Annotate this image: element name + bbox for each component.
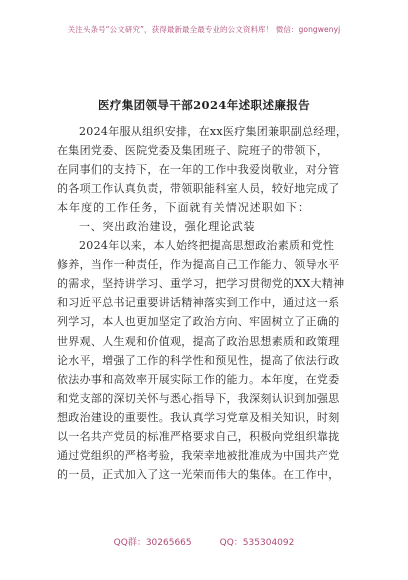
document-body — [57, 122, 347, 484]
body-line: 世界观、人生观和价值观，提高了政治思想素质和政策理 — [57, 334, 340, 348]
footer-contact — [0, 535, 408, 548]
body-line: 通过党组织的严格考验，我荣幸地被批准成为中国共产党 — [57, 448, 340, 462]
body-line: 的各项工作认真负责，带领职能科室人员，较好地完成了 — [57, 182, 340, 196]
body-line: 修养，当作一种责任，作为提高自己工作能力、领导水平 — [57, 258, 340, 272]
body-line: 的需求，坚持讲学习、重学习，把学习贯彻党的XX大精神 — [57, 277, 345, 291]
body-line: 在集团党委、医院党委及集团班子、院班子的带领下， — [57, 144, 329, 158]
footer-qq: QQ：535304092 — [219, 538, 295, 548]
body-line: 2024年服从组织安排，在xx医疗集团兼职副总经理， — [79, 125, 347, 138]
footer-qq-group: QQ群：30265665 — [113, 538, 192, 548]
document-title: 医疗集团领导干部2024年述职述廉报告 — [97, 98, 311, 112]
body-line: 的一员，正式加入了这一光荣而伟大的集体。在工作中， — [57, 467, 340, 481]
section-heading: 一、突出政治建设，强化理论武装 — [79, 220, 256, 234]
body-line: 想政治建设的重要性。我认真学习党章及相关知识，时刻 — [57, 410, 340, 424]
top-banner: 关注头条号“公文研究”，获得最新最全最专业的公文资料库！ 微信：gongwenyj — [67, 25, 341, 34]
body-line: 和党支部的深切关怀与悉心指导下，我深刻认识到加强思 — [57, 391, 340, 405]
body-line: 论水平，增强了工作的科学性和预见性，提高了依法行政 — [57, 353, 340, 367]
body-line: 以一名共产党员的标准严格要求自己，积极向党组织靠拢 — [57, 429, 340, 443]
body-line: 依法办事和高效率开展实际工作的能力。本年度，在党委 — [57, 372, 340, 386]
body-line: 和习近平总书记重要讲话精神落实到工作中，通过这一系 — [57, 296, 340, 310]
body-line: 本年度的工作任务，下面就有关情况述职如下： — [57, 201, 311, 215]
body-line: 2024年以来，本人始终把提高思想政治素质和党性 — [79, 239, 335, 253]
body-line: 列学习，本人也更加坚定了政治方向、牢固树立了正确的 — [57, 315, 340, 329]
body-line: 在同事们的支持下，在一年的工作中我爱岗敬业，对分管 — [57, 163, 340, 177]
